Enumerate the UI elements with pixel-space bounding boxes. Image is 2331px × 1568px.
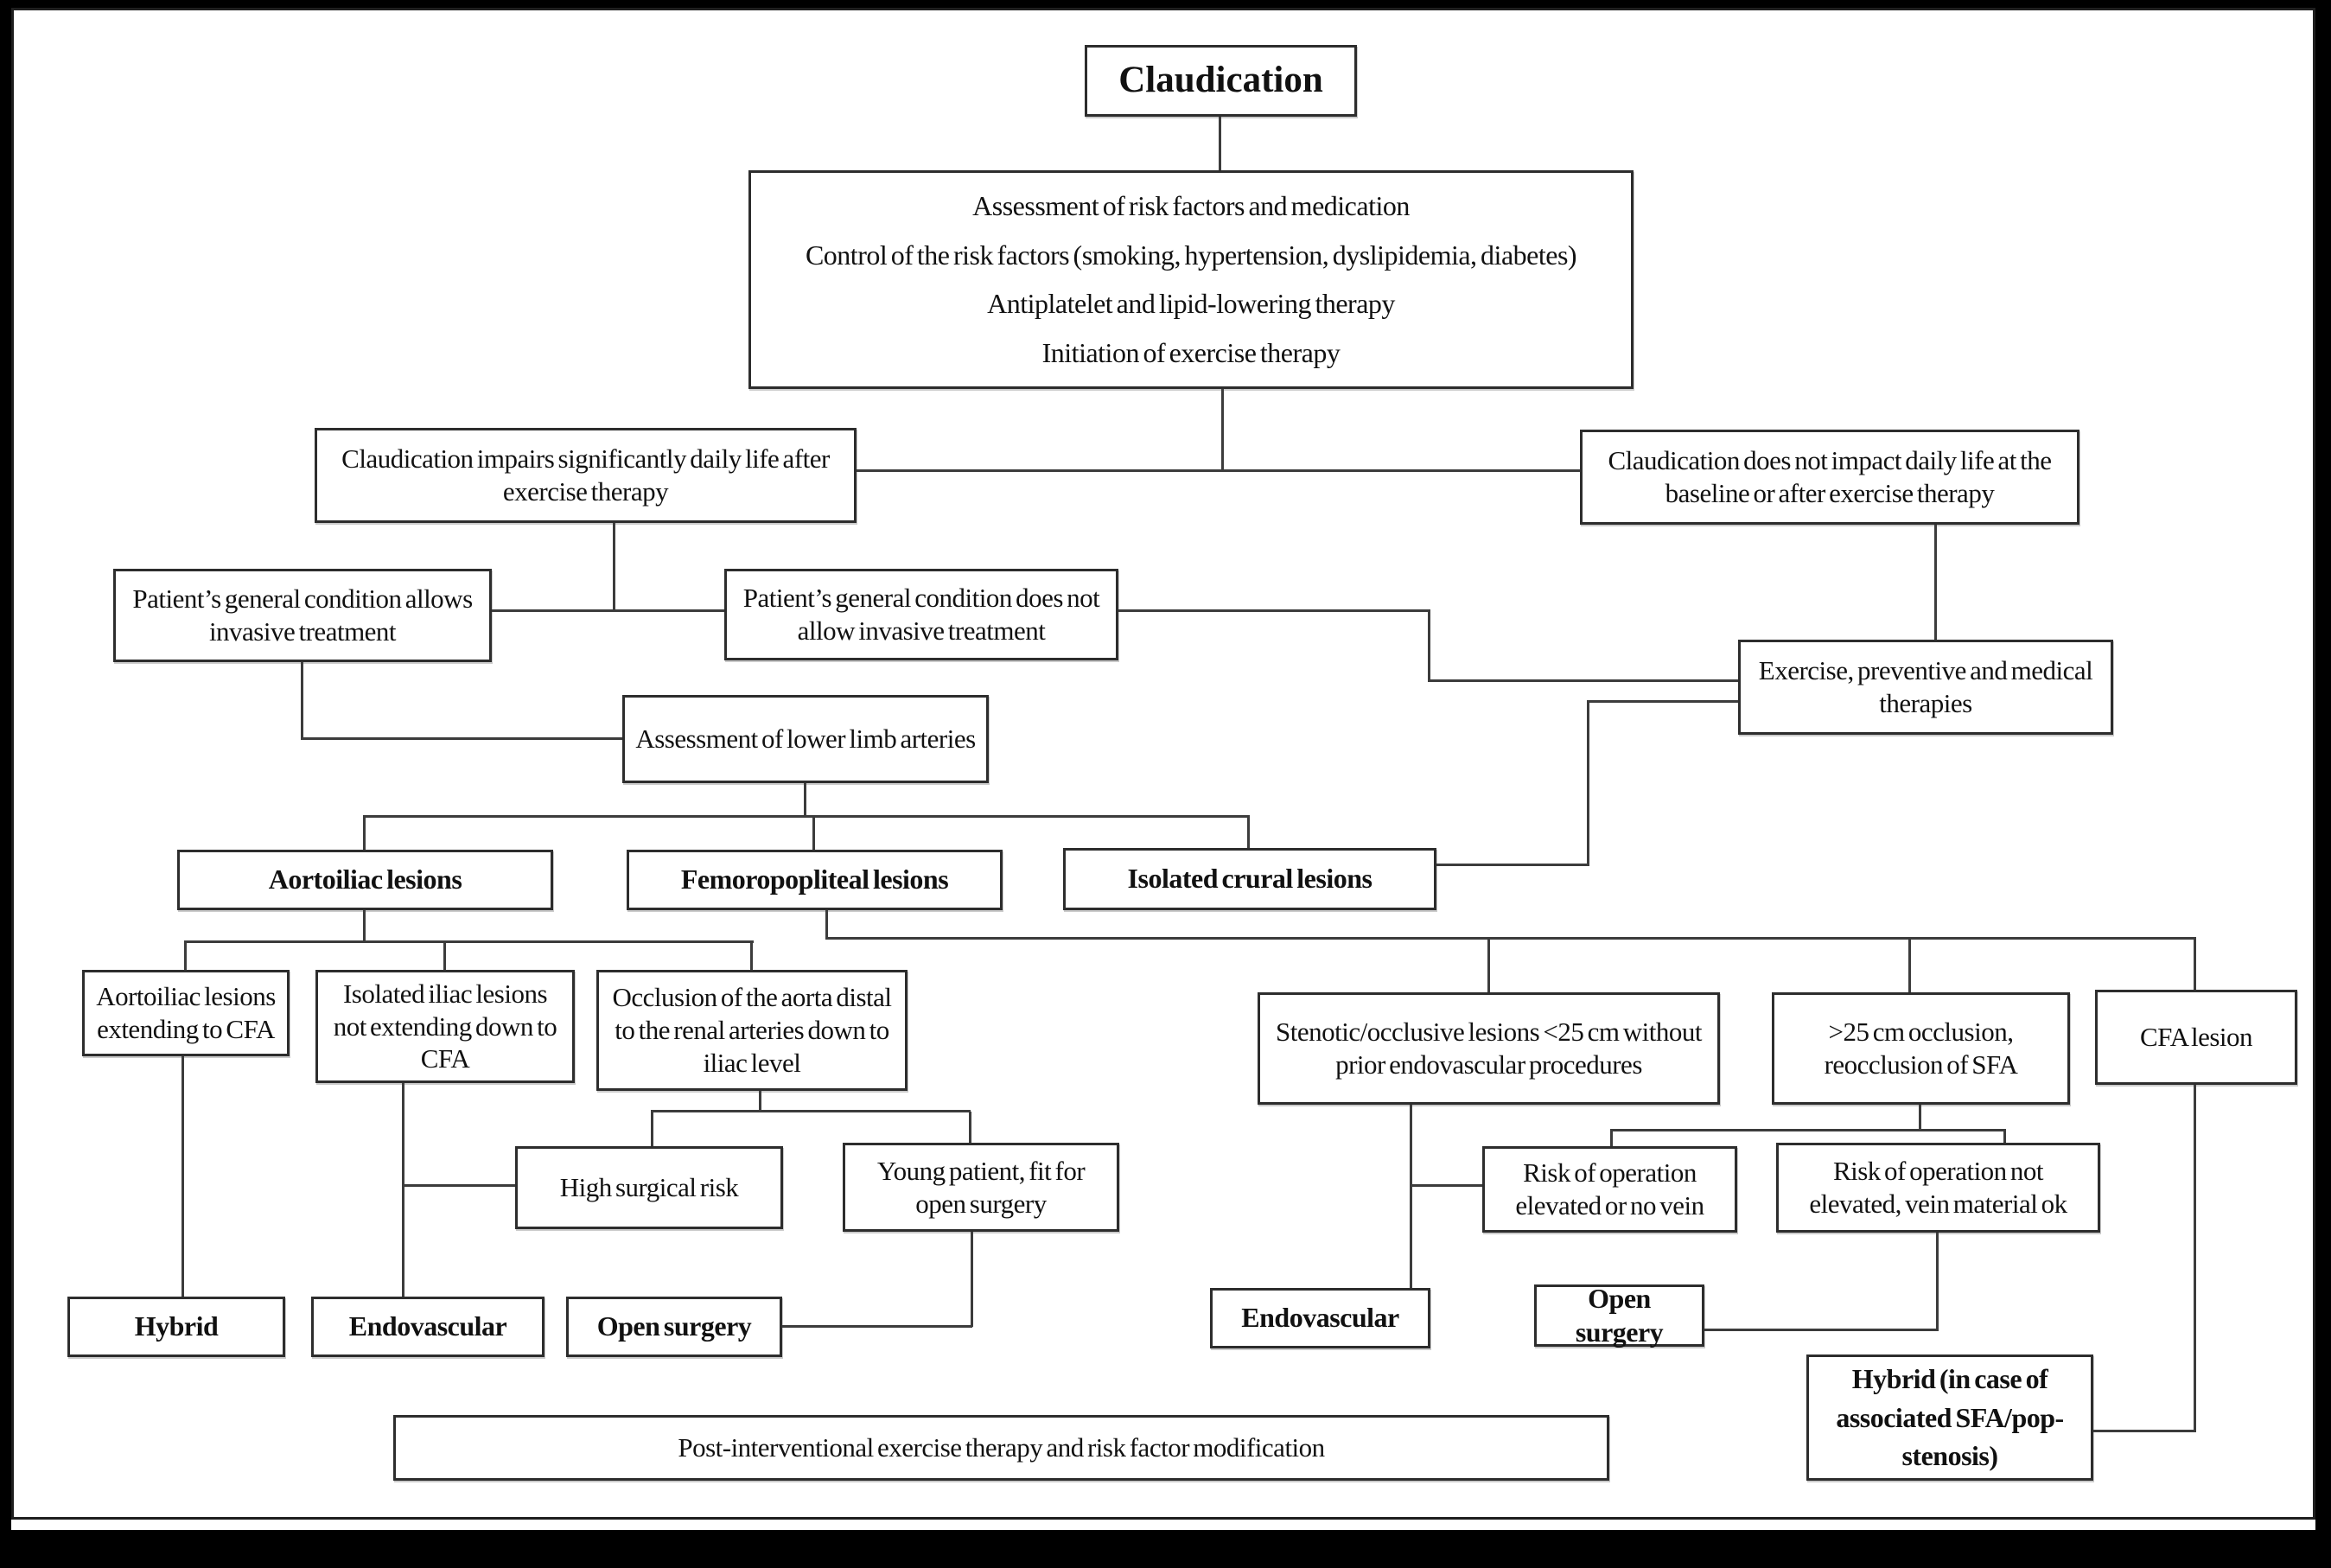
node-isolated-crural-lesions: Isolated crural lesions [1063, 848, 1436, 910]
node-outcome-open-surgery-right: Open surgery [1534, 1284, 1704, 1347]
node-occlusion-aorta-renal-iliac: Occlusion of the aorta distal to the renal arteries down to iliac level [596, 970, 908, 1091]
node-claudication-no-impact: Claudication does not impact daily life at the baseline or after exercise therapy [1580, 430, 2079, 525]
node-exercise-preventive-medical: Exercise, preventive and medical therapies [1738, 640, 2113, 735]
frame-border-top [0, 0, 2331, 8]
node-condition-allows-invasive: Patient’s general condition allows invasive treatment [113, 569, 492, 662]
node-aortoiliac-lesions: Aortoiliac lesions [177, 850, 553, 910]
node-claudication: Claudication [1085, 45, 1357, 117]
node-assessment-lower-limb: Assessment of lower limb arteries [622, 695, 989, 783]
frame-border-right [2315, 0, 2331, 1568]
node-young-patient-fit: Young patient, fit for open surgery [843, 1143, 1119, 1232]
node-cfa-lesion: CFA lesion [2095, 990, 2297, 1085]
assessment-line-2: Control of the risk factors (smoking, hypertension, dyslipidemia, diabetes) [805, 239, 1577, 271]
node-outcome-hybrid-sfa-pop: Hybrid (in case of associated SFA/pop- stenosis) [1806, 1354, 2093, 1481]
node-post-interventional-therapy: Post-interventional exercise therapy and risk factor modification [393, 1415, 1609, 1481]
assessment-line-1: Assessment of risk factors and medication [972, 190, 1410, 222]
node-outcome-endovascular-left: Endovascular [311, 1297, 545, 1357]
frame-border-bottom [0, 1530, 2331, 1568]
node-stenotic-occlusive-under-25cm: Stenotic/occlusive lesions <25 cm without prior endovascular procedures [1258, 992, 1720, 1105]
frame-inner-hairline [11, 8, 2315, 1520]
assessment-line-3: Antiplatelet and lipid-lowering therapy [987, 288, 1395, 320]
node-risk-not-elevated-vein-ok: Risk of operation not elevated, vein material ok [1776, 1143, 2100, 1233]
node-isolated-iliac-not-cfa: Isolated iliac lesions not extending down to CFA [315, 970, 575, 1083]
node-condition-not-allow-invasive: Patient’s general condition does not allow invasive treatment [724, 569, 1118, 660]
node-high-surgical-risk: High surgical risk [515, 1146, 783, 1229]
node-risk-elevated-no-vein: Risk of operation elevated or no vein [1482, 1146, 1737, 1233]
assessment-line-4: Initiation of exercise therapy [1041, 336, 1341, 368]
node-outcome-hybrid-left: Hybrid [67, 1297, 285, 1357]
frame-border-left [0, 0, 11, 1568]
node-aortoiliac-extending-cfa: Aortoiliac lesions extending to CFA [82, 970, 290, 1056]
node-over-25cm-occlusion-sfa: >25 cm occlusion, reocclusion of SFA [1772, 992, 2070, 1105]
node-outcome-endovascular-right: Endovascular [1210, 1288, 1430, 1348]
node-femoropopliteal-lesions: Femoropopliteal lesions [627, 850, 1003, 910]
node-outcome-open-surgery-left: Open surgery [566, 1297, 782, 1357]
node-claudication-impairs-daily-life: Claudication impairs significantly daily life after exercise therapy [315, 428, 857, 523]
